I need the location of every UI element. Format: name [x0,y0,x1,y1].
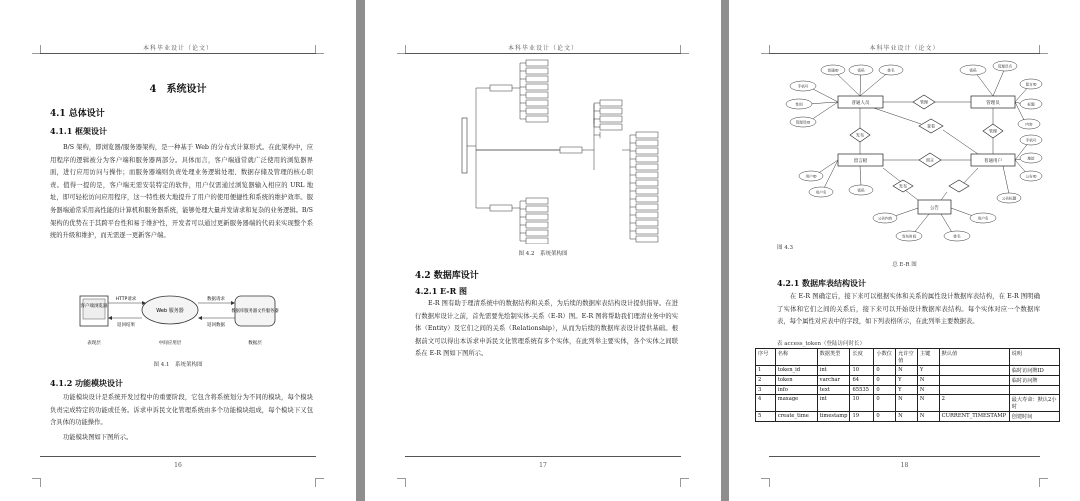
attribute-label: 用户ID [805,174,817,179]
table-cell [939,366,1009,376]
entity-user: 普通用户 [984,159,1002,164]
paragraph: E-R 图有助于理清系统中的数据结构和关系，为后续的数据库表结构设计提供指导。在进行数据库设计之前，首先需要先绘制实体-关系（E-R）图。E-R 图将帮助我们理清业务中的实体（Entity）及它们之间的关系（Relationship），从而为后续的数据库表设计提供基础。根据前文可以得出本诉求申诉民文化管理系统有多个实体，在此列举主要实体，各个实体之间联系在 E-R 图如下图所示。 [415,300,678,358]
tree-root [462,118,467,173]
attribute-label: 公告ID [1025,174,1037,179]
column-header: 序号 [756,349,776,366]
paragraph: B/S 架构，即浏览器/服务器架构，是一种基于 Web 的分布式计算形式。在此架构中，应用程序的逻辑被分为客户端和服务器两部分。具体而言，客户端通常就广泛使用的浏览器界面，进行应用访问与操作；而服务器端则负责处理业务逻辑处理、数据存储及管理的核心职责。值得一提的是，客户端无需安装特定的软件，用户仅需通过浏览器输入相应的 URL 地址，即可轻松访问应用程序，这一特性极大地提升了用户的使用便捷性和系统的维护效率。服务器端通常采用高性能的计算机和服务器系统，能够处理大量并发请求和复杂的业务逻辑。B/S 架构的优势在于其跨平台性和易于维护性，开发者可以通过更新服务器端的代码来实现整个系统的升级和维护，而无需逐一更新客户端。 [50,144,313,240]
table-cell: 65535 [850,386,874,395]
page-16 [0,0,356,501]
table-cell: Y [896,376,918,386]
server-label: Web 服务器 [156,308,184,314]
table-cell [1009,386,1059,395]
paragraph: 功能模块设计是系统开发过程中的重要阶段，它包含将系统划分为不同的模块，每个模块负责完成特定的功能或任务。诉求申诉民文化管理系统由多个功能模块组成，每个模块下又包含具体的功能操作。 [50,394,313,427]
tree-leaf-node [636,164,658,170]
table-cell [939,376,1009,386]
table-row [756,366,1060,376]
column-header: 名称 [775,349,817,366]
tree-leaf-node [526,238,548,244]
return-data-label: 返回数据 [207,323,225,328]
table-cell: N [917,412,939,422]
table-cell: 5 [756,412,776,422]
page-17 [365,0,721,501]
subsection-heading: 4.2.1 E-R 图 [415,286,468,296]
table-cell: maxage [775,395,817,412]
attribute-label: 性别 [795,102,803,107]
entity-notice: 公告 [930,206,939,211]
attribute-label: 手机号 [797,84,809,89]
tree-leaf-node [636,196,658,202]
table-cell: N [917,395,939,412]
tree-leaf-node [526,92,548,98]
footer-rule [769,456,1040,457]
db-table [755,348,1060,422]
table-header-row [756,349,1060,366]
relation-label: 发布 [899,183,907,189]
subsection-heading: 4.1.2 功能模块设计 [50,378,124,388]
attribute-label: 密码 [857,188,865,193]
table-cell: Y [917,366,939,376]
table-cell: 临时访问牌ID [1009,366,1059,376]
table-cell: create_time [775,412,817,422]
return-result-label: 返回结果 [117,323,135,328]
page-number: 16 [174,462,182,469]
tree-leaf-node [636,236,658,242]
column-header: 数据类型 [817,349,850,366]
attribute-label: 手机号 [1025,138,1037,143]
table-cell: 2 [939,395,1009,412]
table-cell: 0 [874,376,896,386]
page-number: 18 [900,462,909,469]
page-header: 本科毕业设计（论文） [142,45,213,52]
tree-leaf-node [526,116,548,122]
page-18 [729,0,1080,501]
attribute-label: 公告标题 [1001,196,1017,201]
figure-caption: 总 E-R 图 [892,262,917,268]
attribute-label: 留言ID [1025,82,1037,87]
crop-mark [397,478,406,487]
column-header: 主键 [917,349,939,366]
tree-module-node [490,85,512,91]
tree-leaf-node [636,132,658,138]
tree-leaf-node [600,108,622,114]
table-cell: token [775,376,817,386]
tree-leaf-node [526,68,548,74]
figure-caption: 图 4.2 系统架构图 [518,251,568,257]
tree-leaf-node [526,198,548,204]
column-header: 默认值 [939,349,1009,366]
table-row [756,412,1060,422]
table-row [756,395,1060,412]
tree-leaf-node [526,206,548,212]
module-tree-diagram [460,58,660,244]
table-cell: 临时访问牌 [1009,376,1059,386]
table-cell: 创建时间 [1009,412,1059,422]
crop-mark [315,478,324,487]
section-heading: 4.1 总体设计 [50,109,105,119]
table-cell: N [896,395,918,412]
tree-leaf-node [636,228,658,234]
tree-leaf-node [636,220,658,226]
page-header: 本科毕业设计（论文） [507,45,578,52]
subsection-heading: 4.2.1 数据库表结构设计 [777,278,867,288]
table-cell: 0 [874,395,896,412]
tree-leaf-node [636,188,658,194]
tree-leaf-node [636,148,658,154]
entity-admin: 管理员 [986,101,1000,106]
table-cell: 0 [874,366,896,376]
chapter-title: 4 系统设计 [149,84,207,95]
table-cell: int [817,366,850,376]
paragraph: 在 E-R 图确定后，接下来可以根据实体和关系的属性设计数据库表结构，在 E-R 图明确了实体和它们之间的关系后，接下来可以开始设计数据库表结构。每个实体对应一个数据库表，每个属性对应表中的字段，如下列表格所示，在此列举主要数据表。 [777,293,1040,326]
tree-leaf-node [600,124,622,130]
attribute-label: 地址 [1027,156,1035,161]
attribute-label: 密码 [857,68,865,73]
table-cell: 4 [756,395,776,412]
subsection-heading: 4.1.1 框架设计 [50,126,108,136]
table-cell: 最大寿命：默认2小时 [1009,395,1059,412]
attribute-label: 姓名 [887,68,895,73]
layer-label: 数据层 [248,341,262,346]
table-title: 表 access_token（登陆访问时长） [777,341,865,347]
crop-mark [680,478,689,487]
table-cell: N [917,376,939,386]
tree-leaf-node [526,222,548,228]
column-header: 说明 [1009,349,1059,366]
header-rule [405,53,681,54]
table-cell: N [896,366,918,376]
tree-leaf-node [636,204,658,210]
relation-label: 发布 [856,132,864,138]
table-cell: 19 [850,412,874,422]
table-row [756,386,1060,395]
table-cell: int [817,395,850,412]
relation-label: 管理 [920,99,928,105]
tree-leaf-node [600,116,622,122]
table-cell: 3 [756,386,776,395]
page-number: 17 [539,462,547,469]
table-cell: 0 [874,412,896,422]
table-cell: text [817,386,850,395]
data-request-label: 数据请求 [207,297,225,302]
relation-label: 管理 [989,128,997,134]
relation-label: 查看 [927,123,935,129]
table-row [756,376,1060,386]
table-cell: N [917,386,939,395]
table-cell: 2 [756,376,776,386]
crop-mark [32,478,41,487]
column-header: 小数位 [874,349,896,366]
table-cell: timestamp [817,412,850,422]
tree-leaf-node [636,180,658,186]
tree-leaf-node [526,214,548,220]
tree-leaf-node [636,172,658,178]
tree-leaf-node [636,156,658,162]
attribute-label: 用户名 [977,216,989,221]
table-cell: Y [896,386,918,395]
column-header: 允许空值 [896,349,918,366]
attribute-label: 标题 [1027,102,1035,107]
crop-mark [1039,478,1048,487]
column-header: 长度 [850,349,874,366]
layer-label: 中间应用层 [158,341,182,346]
tree-leaf-node [526,100,548,106]
attribute-label: 发布时间 [901,234,917,239]
attribute-label: 公告内容 [877,216,893,221]
tree-leaf-node [526,230,548,236]
table-cell: 64 [850,376,874,386]
footer-rule [405,456,681,457]
table-cell: 1 [756,366,776,376]
attribute-label: 姓名 [953,234,961,239]
tree-leaf-node [526,84,548,90]
header-rule [769,53,1040,54]
page-header: 本科毕业设计（论文） [869,45,940,52]
tree-module-node [490,205,512,211]
attribute-label: 密码 [969,68,977,73]
table-cell: CURRENT_TIMESTAMP [939,412,1009,422]
er-diagram [773,58,1043,246]
table-cell: varchar [817,376,850,386]
entity-board: 留言板 [853,159,868,164]
table-cell: 0 [874,386,896,395]
crop-mark [761,478,770,487]
attribute-label: 内容 [1025,122,1033,127]
db-label: 数据库服务器文件服务器 [231,309,279,314]
client-label: 客户端浏览器 [80,304,108,309]
tree-leaf-node [526,76,548,82]
table-cell: 10 [850,366,874,376]
attribute-label: 管理员名 [997,64,1013,69]
paragraph: 功能模块图如下图所示。 [63,434,133,441]
tree-leaf-node [526,60,548,66]
tree-module-node [560,147,582,153]
table-cell: info [775,386,817,395]
tree-leaf-node [636,212,658,218]
section-heading: 4.2 数据库设计 [415,271,479,281]
figure-caption: 图 4.1 系统架构图 [153,362,203,368]
table-cell: token_id [775,366,817,376]
architecture-diagram [70,290,300,352]
footer-rule [40,456,316,457]
layer-label: 表现层 [87,341,101,346]
table-cell: N [896,412,918,422]
entity-person: 普通人员 [851,101,870,106]
http-request-label: HTTP请求 [115,297,137,302]
attribute-label: 管理员ID [795,120,811,125]
attribute-label: 用户名 [815,190,827,195]
table-cell [939,386,1009,395]
figure-side-label: 图 4.3 [777,245,793,251]
tree-leaf-node [526,108,548,114]
table-cell: 10 [850,395,874,412]
attribute-label: 普通ID [827,68,839,73]
relation-label: 留言 [926,157,934,163]
header-rule [40,53,316,54]
tree-leaf-node [600,100,622,106]
tree-leaf-node [636,140,658,146]
